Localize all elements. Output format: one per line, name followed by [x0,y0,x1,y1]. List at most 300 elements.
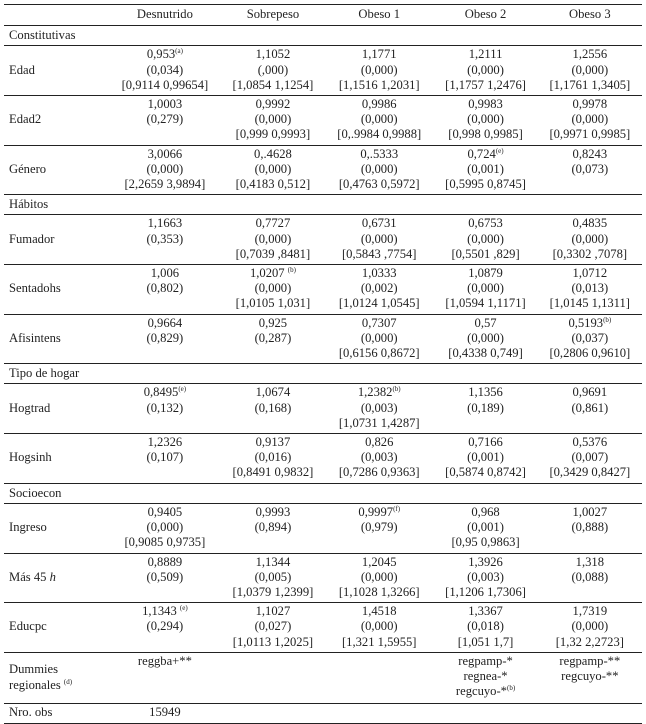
row-label [4,603,109,653]
row-label [4,215,109,265]
table-cell [538,265,642,315]
coefficient: 0,9978 [572,97,608,112]
confidence-interval: [1,1028 1,3266] [338,584,420,599]
p-value: (0,034) [146,62,184,77]
table-row [4,145,642,195]
coefficient: 0,6731 [361,216,397,231]
row-label-text: Sentadohs [9,281,61,296]
p-value: (0,002) [360,281,398,296]
coefficient: 0,9405 [147,504,183,519]
confidence-interval: [0,5843 ,7754] [341,246,417,261]
table-cell [325,503,433,553]
table-cell [325,314,433,364]
table-cell [221,314,325,364]
regional-dummy-text: regcuyo-** [561,668,619,683]
table-cell [433,145,537,195]
table-row [4,603,642,653]
confidence-interval: [1,0124 1,0545] [338,296,420,311]
coefficient-line [109,555,221,570]
coefficient: 0,9691 [572,385,608,400]
coefficient: 0,7307 [361,315,397,330]
coefficient-line [325,555,433,570]
coefficient: 0,57 [474,315,497,330]
p-value: (0,000) [467,281,504,296]
coefficient: 3,0066 [147,146,183,161]
table-cell [538,314,642,364]
row-label-text: Hogtrad [9,400,51,415]
p-value: (0,000) [571,62,609,77]
coefficient-line [538,216,642,231]
p-value: (0,189) [467,400,504,415]
coefficient: 0,9993 [255,504,291,519]
coefficient-line [433,266,537,281]
confidence-interval: [0,7286 0,9363] [338,465,420,480]
p-value: (0,016) [254,450,292,465]
coefficient-line [221,147,325,162]
coefficient: 1,4518 [361,604,397,619]
coefficient-line [109,47,221,62]
table-cell [221,503,325,553]
table-cell [109,384,221,434]
coefficient-line [538,385,642,400]
coefficient: 1,2382 [357,385,393,400]
coefficient-line [221,604,325,619]
coefficient-line [221,385,325,400]
coefficient-line [433,385,537,400]
p-value: (0,861) [571,400,609,415]
footnote-marker: (e) [179,604,188,613]
table-cell [109,314,221,364]
table-row [4,314,642,364]
p-value: (0,073) [571,161,609,176]
coefficient-line [538,435,642,450]
confidence-interval: [0,2806 0,9610] [549,346,631,361]
table-cell [325,553,433,603]
coefficient-line [538,604,642,619]
coefficient: 0,9137 [255,435,291,450]
table-cell [109,434,221,484]
table-cell [433,46,537,96]
table-cell [325,145,433,195]
coefficient: 0,9986 [361,97,397,112]
coefficient: 0,6753 [468,216,503,231]
table-cell [538,434,642,484]
confidence-interval: [1,0854 1,1254] [232,77,314,92]
p-value: (0,000) [146,161,184,176]
p-value: (0,088) [571,569,609,584]
coefficient-line [221,505,325,520]
coefficient: 0,9664 [147,315,183,330]
coefficient: 0,9997 [358,504,394,519]
coefficient: 1,1771 [361,47,397,62]
p-value: (0,000) [467,112,504,127]
coefficient: 1,0879 [468,266,503,281]
table-row [4,553,642,603]
table-cell [538,96,642,146]
header-blank [4,5,109,26]
table-cell [221,265,325,315]
confidence-interval: [0,5501 ,829] [451,246,520,261]
regional-dummy-text: reggba+** [137,653,192,668]
table-cell [325,384,433,434]
coefficient: 1,1027 [255,604,291,619]
row-label [4,46,109,96]
confidence-interval: [0,998 0,9985] [448,127,523,142]
confidence-interval: [0,4338 0,749] [448,346,523,361]
coefficient-line [538,505,642,520]
row-label-text: Educpc [9,619,47,634]
coefficient-line [325,435,433,450]
coefficient-line [325,385,433,400]
coefficient-line [109,604,221,619]
confidence-interval: [0,3302 ,7078] [552,246,628,261]
coefficient: 0,8495 [143,385,179,400]
p-value: (0,013) [571,281,609,296]
coefficient: 0,968 [471,504,500,519]
p-value: (0,000) [467,330,504,345]
confidence-interval: [0,3429 0,8427] [549,465,631,480]
table-cell [538,384,642,434]
coefficient-line [221,216,325,231]
row-label-text: Afisintens [9,330,61,345]
p-value: (0,000) [254,112,292,127]
regional-dummy [538,669,642,684]
regional-dummy [433,669,537,684]
regional-dummy [433,684,537,699]
p-value: (0,000) [360,62,398,77]
section-title: Tipo de hogar [4,364,642,384]
p-value: (0,509) [146,569,184,584]
row-label-text [9,678,109,693]
p-value: (0,888) [571,520,609,535]
table-cell [221,384,325,434]
coefficient: 1,1356 [468,385,503,400]
table-cell [433,704,537,723]
coefficient: 0,5376 [572,435,608,450]
row-label-text: Hogsinh [9,450,52,465]
coefficient-line [433,316,537,331]
table-cell [433,384,537,434]
regional-dummy-text: regpamp-* [458,653,513,668]
coefficient: 1,0003 [147,97,183,112]
confidence-interval: [0,9971 0,9985] [549,127,631,142]
footnote-marker: (b) [506,684,516,693]
section-header-row [4,26,642,46]
coefficient: 0,8889 [147,554,183,569]
coefficient: 1,1343 [142,604,180,619]
confidence-interval: [0,.9984 0,9988] [337,127,422,142]
table-cell [433,652,537,704]
section-header-row [4,195,642,215]
coefficient: 0,9983 [468,97,503,112]
coefficient-line [433,604,537,619]
p-value: (0,027) [254,619,292,634]
coefficient: 1,0712 [572,266,608,281]
table-cell [109,553,221,603]
coefficient-line [221,266,325,281]
coefficient-line [109,435,221,450]
table-cell [538,46,642,96]
p-value: (0,294) [146,619,184,634]
row-label [4,384,109,434]
column-header: Obeso 1 [325,5,433,26]
table-cell [433,553,537,603]
row-label-text: Más 45 [9,569,50,584]
coefficient-line [325,147,433,162]
confidence-interval: [0,95 0,9863] [451,535,520,550]
coefficient: 0,826 [365,435,394,450]
p-value: (0,000) [467,62,504,77]
confidence-interval: [1,1206 1,7306] [445,584,526,599]
section-title: Hábitos [4,195,642,215]
table-cell [325,215,433,265]
coefficient: 1,318 [575,554,605,569]
table-cell [433,314,537,364]
coefficient: 1,3926 [468,554,503,569]
coefficient-line [221,555,325,570]
table-cell [221,215,325,265]
section-header-row [4,364,642,384]
regional-dummy-text: regnea-* [463,668,508,683]
confidence-interval: [1,0379 1,2399] [232,584,314,599]
p-value: (0,000) [360,569,398,584]
confidence-interval: [0,999 0,9993] [235,127,311,142]
confidence-interval: [0,8491 0,9832] [232,465,314,480]
table-cell [109,603,221,653]
p-value: (0,000) [571,231,609,246]
regional-dummy [109,654,221,669]
footnote-marker: (f) [393,504,401,513]
p-value: (0,005) [254,569,292,584]
confidence-interval: [0,9114 0,99654] [121,77,209,92]
confidence-interval: [1,1761 1,3405] [549,77,631,92]
coefficient-line [221,316,325,331]
table-cell [433,96,537,146]
confidence-interval: [1,0113 1,2025] [232,634,314,649]
confidence-interval: [1,32 2,2723] [555,634,624,649]
section-header-row [4,483,642,503]
p-value: (0,000) [254,281,292,296]
table-row [4,384,642,434]
coefficient: 1,0333 [361,266,397,281]
table-row [4,215,642,265]
table-cell [221,434,325,484]
column-header: Obeso 2 [433,5,537,26]
coefficient-line [433,505,537,520]
p-value: (0,000) [571,619,609,634]
regional-dummy [433,654,537,669]
table-cell [433,434,537,484]
coefficient-line [109,316,221,331]
row-label [4,314,109,364]
table-cell [433,215,537,265]
coefficient-line [325,47,433,62]
p-value: (0,001) [467,450,504,465]
row-label-text: Dummies [9,662,58,677]
table-cell [109,265,221,315]
table-cell [109,503,221,553]
table-cell [538,603,642,653]
confidence-interval: [0,5995 0,8745] [445,177,526,192]
coefficient: 0,4835 [572,216,608,231]
table-cell [109,46,221,96]
p-value: (0,001) [467,161,504,176]
table-row [4,96,642,146]
p-value: (0,037) [571,330,609,345]
p-value: (0,000) [254,161,292,176]
confidence-interval: [0,6156 0,8672] [338,346,420,361]
p-value: (0,353) [146,231,184,246]
table-cell [109,96,221,146]
observations-row [4,704,642,723]
section-title: Socioecon [4,483,642,503]
p-value: (0,007) [571,450,609,465]
table-row [4,46,642,96]
footnote-marker: (e) [495,146,504,155]
confidence-interval: [1,0105 1,031] [235,296,311,311]
coefficient: 1,1344 [255,554,291,569]
table-cell [325,704,433,723]
table-row [4,434,642,484]
row-label-text: regionales [9,677,64,692]
coefficient: 0,8243 [572,146,608,161]
table-cell [221,704,325,723]
table-cell [221,96,325,146]
p-value: (,000) [257,62,289,77]
coefficient-line [538,147,642,162]
observations-value: 15949 [109,704,221,723]
confidence-interval: [1,0731 1,4287] [338,415,420,430]
table-cell [433,265,537,315]
coefficient: 0,5193 [568,315,604,330]
coefficient-line [325,216,433,231]
p-value: (0,000) [360,330,398,345]
coefficient-line [325,604,433,619]
confidence-interval: [0,7039 ,8481] [235,246,311,261]
coefficient: 0,953 [146,47,176,62]
p-value: (0,003) [360,450,398,465]
coefficient-line [109,97,221,112]
table-cell [538,145,642,195]
row-label-text: Ingreso [9,520,47,535]
coefficient: 0,.5333 [360,146,399,161]
confidence-interval: [1,321 1,5955] [341,634,417,649]
footnote-marker: (d) [63,677,73,686]
table-cell [538,652,642,704]
coefficient-line [325,97,433,112]
table-row [4,503,642,553]
table-cell [221,603,325,653]
row-label-text: Género [9,161,47,176]
table-cell [325,46,433,96]
confidence-interval: [0,4183 0,512] [235,177,311,192]
footnote-marker: (b) [287,266,296,275]
confidence-interval: [0,9085 0,9735] [124,535,206,550]
p-value: (0,000) [467,231,504,246]
coefficient-line [109,147,221,162]
table-cell [538,503,642,553]
p-value: (0,802) [146,281,184,296]
footnote-marker: (a) [175,47,183,56]
p-value: (0,132) [146,400,184,415]
confidence-interval: [2,2659 3,9894] [124,177,206,192]
confidence-interval: [1,051 1,7] [457,634,514,649]
footnote-marker: (b) [603,315,612,324]
coefficient-line [433,216,537,231]
coefficient: 0,925 [258,315,288,330]
confidence-interval: [1,1757 1,2476] [445,77,526,92]
table-cell [109,145,221,195]
row-label [4,265,109,315]
p-value: (0,000) [254,231,292,246]
coefficient: 0,9992 [255,97,291,112]
coefficient-line [221,97,325,112]
p-value: (0,279) [146,112,184,127]
table-cell [433,603,537,653]
confidence-interval: [1,0594 1,1171] [445,296,526,311]
coefficient: 1,2111 [468,47,503,62]
coefficient: 1,3367 [468,604,503,619]
odds-ratio-table [4,4,642,724]
coefficient: 1,2556 [572,47,608,62]
p-value: (0,979) [360,520,398,535]
table-cell [221,145,325,195]
coefficient-line [538,266,642,281]
p-value: (0,003) [467,569,504,584]
table-cell [109,652,221,704]
coefficient-line [109,216,221,231]
row-label-text: Edad2 [9,112,42,127]
coefficient: 1,0674 [255,385,291,400]
table-cell [325,603,433,653]
coefficient-line [538,316,642,331]
coefficient-line [325,266,433,281]
p-value: (0,018) [467,619,504,634]
table-cell [221,46,325,96]
coefficient: 0,.4628 [254,146,292,161]
column-header: Sobrepeso [221,5,325,26]
table-row [4,265,642,315]
table-cell [325,434,433,484]
coefficient-line [538,97,642,112]
footnote-marker: (b) [392,385,401,394]
p-value: (0,107) [146,450,184,465]
p-value: (0,000) [146,520,184,535]
confidence-interval: [1,1516 1,2031] [338,77,420,92]
coefficient-line [433,147,537,162]
coefficient-line [325,505,433,520]
row-label-text: Fumador [9,231,55,246]
footnote-marker: (e) [178,385,187,394]
table-cell [221,652,325,704]
coefficient-line [538,47,642,62]
row-label [4,553,109,603]
coefficient: 1,2326 [147,435,183,450]
coefficient: 0,724 [467,146,496,161]
dummies-row [4,652,642,704]
column-header: Desnutrido [109,5,221,26]
table-cell [433,503,537,553]
coefficient: 1,7319 [572,604,608,619]
coefficient-line [433,97,537,112]
regional-dummy-text: regpamp-** [559,653,621,668]
column-header: Obeso 3 [538,5,642,26]
table-cell [538,704,642,723]
p-value: (0,000) [571,112,609,127]
p-value: (0,829) [146,330,184,345]
coefficient: 1,2045 [361,554,397,569]
p-value: (0,000) [360,231,398,246]
